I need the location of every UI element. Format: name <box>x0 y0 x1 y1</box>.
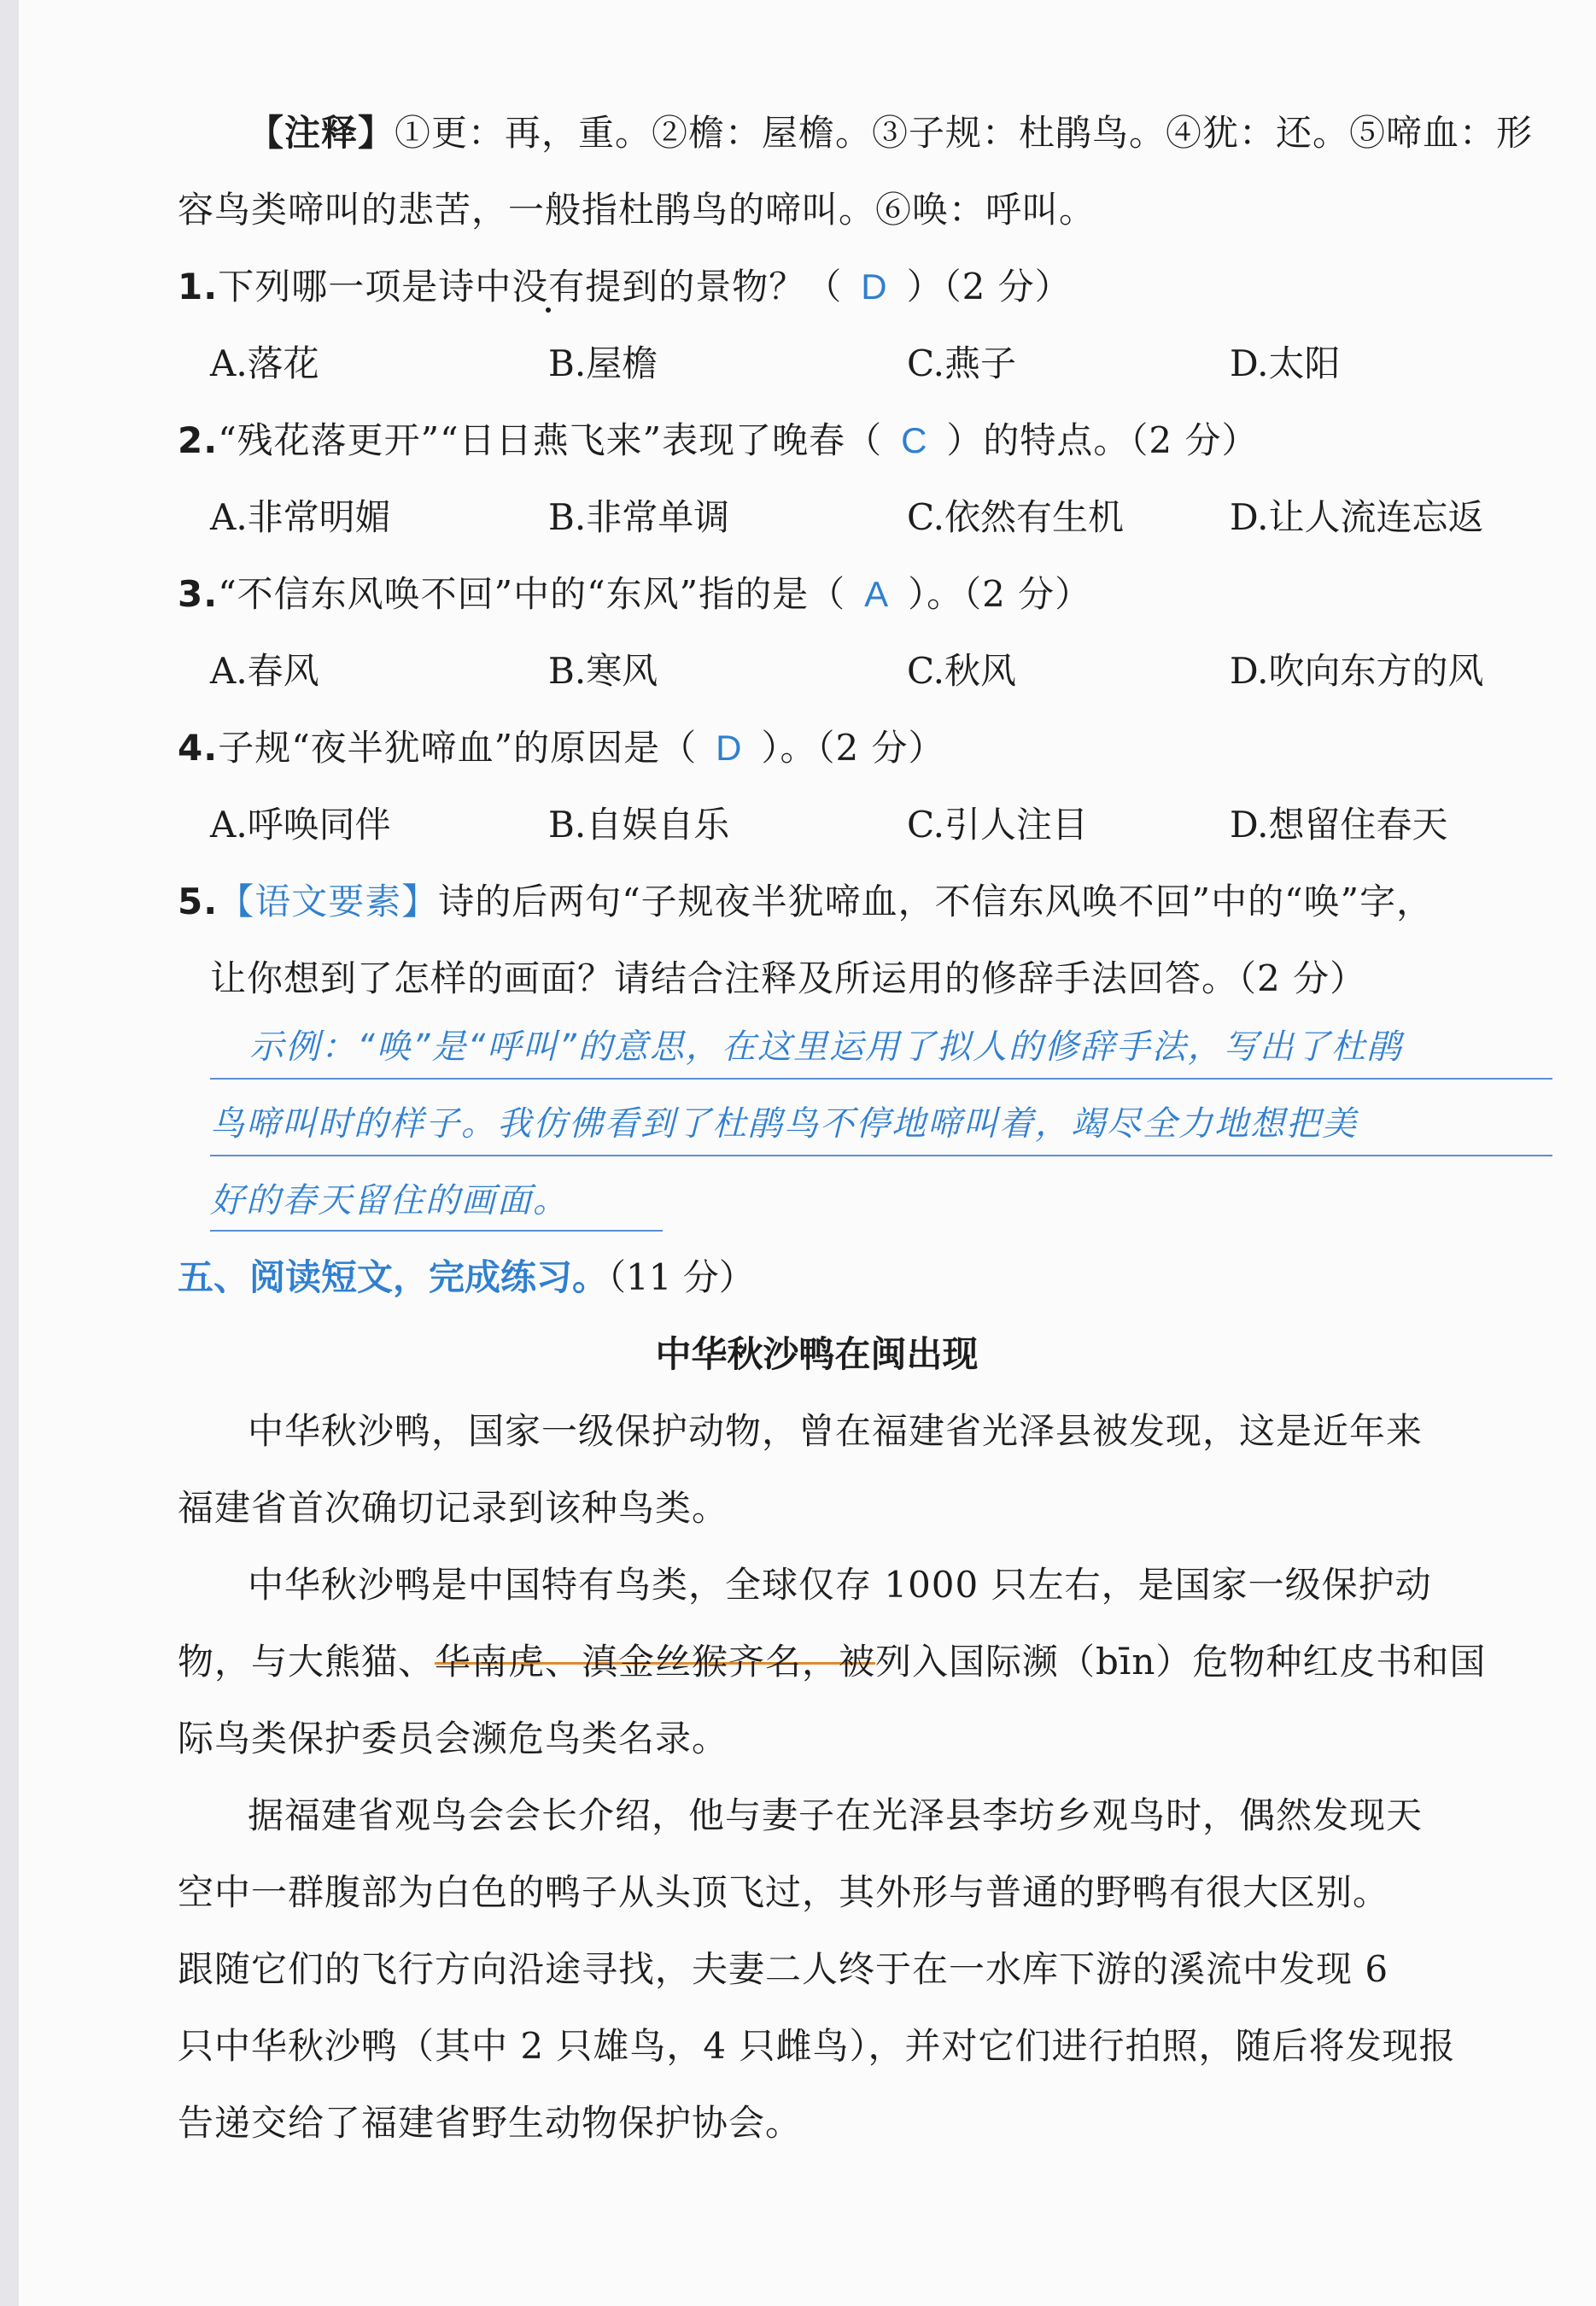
question-3 <box>178 569 1091 620</box>
question-number: 4. <box>178 727 219 769</box>
question-5-line-2 <box>210 953 1552 1004</box>
answer-rule <box>210 1155 1552 1156</box>
question-text: “不信东风唤不回”中的“东风”指的是（ <box>218 573 846 615</box>
option-a: A.落花 <box>210 342 319 384</box>
question-score: ）。（2 分） <box>761 727 945 769</box>
option-d: D.太阳 <box>1230 342 1341 384</box>
question-tag: 【语文要素】 <box>218 881 439 922</box>
answer-mark: A <box>864 574 890 614</box>
notes-label: 【注释】 <box>248 112 395 154</box>
article-title: 中华秋沙鸭在闽出现 <box>655 1333 979 1375</box>
answer-mark: D <box>861 266 888 307</box>
question-score: ）（2 分） <box>906 266 1072 307</box>
question-2 <box>178 415 1259 466</box>
question-text: 让你想到了怎样的画面？请结合注释及所运用的修辞手法回答。（2 分） <box>210 957 1367 999</box>
question-text: “残花落更开”“日日燕飞来”表现了晚春（ <box>218 419 883 461</box>
option-b: B.自娱自乐 <box>548 804 730 846</box>
article-p3-line-5: 告递交给了福建省野生动物保护协会。 <box>178 2102 803 2144</box>
question-text: 下列哪一项是诗中 <box>218 266 512 307</box>
notes-text-1: ①更：再，重。②檐：屋檐。③子规：杜鹃鸟。④犹：还。⑤啼血：形 <box>395 112 1534 154</box>
option-a: A.呼唤同伴 <box>210 804 391 846</box>
option-c: C.引人注目 <box>907 804 1088 846</box>
option-c: C.秋风 <box>907 650 1016 692</box>
notes-text-2: 容鸟类啼叫的悲苦，一般指杜鹃鸟的啼叫。⑥唤：呼叫。 <box>178 189 1096 231</box>
option-d: D.吹向东方的风 <box>1230 650 1484 692</box>
answer-rule <box>210 1078 1552 1080</box>
option-a: A.非常明媚 <box>210 496 391 538</box>
question-text: 诗的后两句“子规夜半犹啼血，不信东风唤不回”中的“唤”字， <box>438 881 1434 922</box>
question-1 <box>178 261 1072 313</box>
article-p1-line-2: 福建省首次确切记录到该种鸟类。 <box>178 1487 729 1529</box>
answer-rule <box>210 1230 663 1232</box>
option-b: B.屋檐 <box>548 342 658 384</box>
question-text: 子规“夜半犹啼血”的原因是（ <box>218 727 698 769</box>
option-c: C.燕子 <box>907 342 1016 384</box>
article-p2-line-3: 际鸟类保护委员会濒危鸟类名录。 <box>178 1718 729 1759</box>
option-d: D.想留住春天 <box>1230 804 1448 846</box>
question-number: 1. <box>178 266 219 307</box>
article-p3-line-4: 只中华秋沙鸭（其中 2 只雄鸟，4 只雌鸟），并对它们进行拍照，随后将发现报 <box>178 2025 1456 2067</box>
option-a: A.春风 <box>210 650 319 692</box>
article-p3-line-3: 跟随它们的飞行方向沿途寻找，夫妻二人终于在一水库下游的溪流中发现 6 <box>178 1948 1389 1990</box>
notes-line-1 <box>248 108 1552 159</box>
section-score: （11 分） <box>608 1256 755 1298</box>
answer-mark: D <box>716 728 743 768</box>
question-4 <box>178 723 945 774</box>
text-segment: 物，与大熊猫、 <box>178 1641 436 1683</box>
option-b: B.寒风 <box>548 650 658 692</box>
orange-underlined-text: 华南虎、滇金丝猴齐名，被 <box>435 1641 876 1683</box>
question-text: 提到的景物？（ <box>585 266 843 307</box>
question-score: ）。（2 分） <box>908 573 1092 615</box>
section-heading-text: 五、阅读短文，完成练习。 <box>178 1256 609 1298</box>
article-p3-line-2: 空中一群腹部为白色的鸭子从头顶飞过，其外形与普通的野鸭有很大区别。 <box>178 1871 1390 1913</box>
question-score: ）的特点。（2 分） <box>946 419 1259 461</box>
handwritten-answer-line-1: 示例：“唤”是“呼叫”的意思，在这里运用了拟人的修辞手法，写出了杜鹃 <box>249 1027 1403 1067</box>
emphasis-dot <box>512 266 585 307</box>
option-d: D.让人流连忘返 <box>1230 496 1484 538</box>
question-number: 2. <box>178 419 219 461</box>
notes-line-2 <box>178 184 1552 236</box>
text-segment: 列入国际濒（bīn）危物种红皮书和国 <box>875 1641 1487 1683</box>
option-b: B.非常单调 <box>548 496 730 538</box>
answer-mark: C <box>901 420 928 460</box>
emphasis-text: 没有 <box>512 266 586 307</box>
article-p1-line-1: 中华秋沙鸭，国家一级保护动物，曾在福建省光泽县被发现，这是近年来 <box>248 1410 1424 1452</box>
article-p2-line-1: 中华秋沙鸭是中国特有鸟类，全球仅存 1000 只左右，是国家一级保护动 <box>248 1564 1432 1606</box>
handwritten-answer-line-3: 好的春天留住的画面。 <box>210 1181 569 1220</box>
question-5-line-1 <box>178 876 1552 928</box>
question-number: 5. <box>178 881 219 922</box>
option-c: C.依然有生机 <box>907 496 1124 538</box>
article-p2-line-2 <box>178 1636 1552 1688</box>
section-heading <box>178 1252 755 1303</box>
handwritten-answer-line-2: 鸟啼叫时的样子。我仿佛看到了杜鹃鸟不停地啼叫着，竭尽全力地想把美 <box>210 1104 1358 1144</box>
question-number: 3. <box>178 573 219 615</box>
article-p3-line-1: 据福建省观鸟会会长介绍，他与妻子在光泽县李坊乡观鸟时，偶然发现天 <box>248 1794 1424 1836</box>
